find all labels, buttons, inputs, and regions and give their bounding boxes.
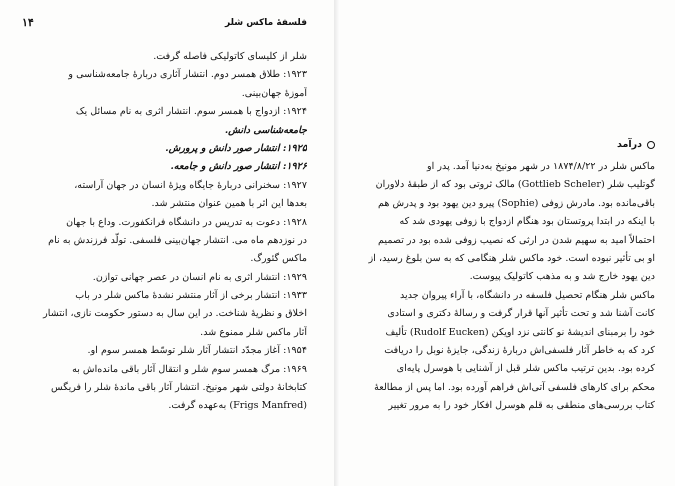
text-line: کرد که به خاطر آثار فلسفی‌اش دربارهٔ زندگی، جایزهٔ نوبل را دریافت — [384, 344, 655, 356]
running-title: فلسفهٔ ماکس شلر — [225, 18, 307, 28]
circle-bullet-icon — [647, 141, 655, 149]
text-line: (Frigs Manfred) به‌عهده گرفت. — [168, 400, 307, 412]
text-line: جامعه‌شناسی دانش. — [224, 124, 307, 136]
text-line: خود را برمبنای اندیشهٔ نو کانتی نزد اویکن (Rudolf Eucken) تألیف — [385, 326, 655, 338]
text-line: کرده بود. بدین ترتیب ماکس شلر قبل از آشنایی با هوسرل پایه‌ای — [396, 363, 655, 375]
text-line: آثار ماکس شلر ممنوع شد. — [200, 326, 307, 338]
text-line: کتابخانهٔ دولتی شهر مونیخ. انتشار آثار باقی ماندهٔ شلر را فریگس — [51, 382, 307, 394]
text-line: شلر از کلیسای کاتولیکی فاصله گرفت. — [153, 51, 307, 62]
page-number: ۱۴ — [22, 16, 34, 29]
text-line: ۱۹۲۴: ازدواج با همسر سوم. انتشار اثری به نام مسائل یک — [75, 106, 307, 118]
text-line: ۱۹۲۸: دعوت به تدریس در دانشگاه فرانکفورت. وداع با جهان — [66, 216, 307, 228]
section-heading — [366, 136, 655, 154]
right-page-text — [366, 158, 655, 415]
text-line: گوتلیب شلر (Gottlieb Scheler) مالک ثروتی بود که از طبقهٔ دلاوران — [375, 179, 655, 191]
text-line: ماکس شلر هنگام تحصیل فلسفه در دانشگاه، با آراء پیروان جدید — [400, 289, 655, 301]
text-line: ۱۹۲۵: انتشار صور دانش و پرورش. — [165, 142, 307, 154]
text-line: کانت آشنا شد و تحت تأثیر آنها قرار گرفت و رسالهٔ دکتری و استادی — [387, 308, 655, 320]
text-line: محکم برای کارهای فلسفی آتی‌اش فراهم آورده بود. اما پس از مطالعهٔ — [374, 381, 655, 393]
left-page-header — [22, 16, 307, 38]
text-line: ۱۹۲۹: انتشار اثری به نام انسان در عصر جهانی توازن. — [92, 271, 307, 283]
left-page-text — [22, 48, 307, 416]
text-line: اخلاق و نظریهٔ شناخت. در این سال به دستور حکومت نازی، انتشار — [43, 308, 307, 320]
text-line: باقی‌مانده بود. مادرش زوفی (Sophie) پیرو دین یهود بود و پدرش هم — [378, 197, 655, 209]
text-line: کتاب بررسی‌های منطقی به قلم هوسرل افکار خود را به مرور تغییر — [388, 400, 655, 412]
book-gutter — [334, 0, 340, 486]
text-line: ۱۹۲۳: طلاق همسر دوم. انتشار آثاری دربارهٔ جامعه‌شناسی و — [68, 69, 307, 81]
text-line: ۱۹۳۳: انتشار برخی از آثار منتشر نشدهٔ ماکس شلر در باب — [75, 290, 307, 302]
section-title: درآمد — [617, 139, 642, 150]
text-line: بعدها این اثر با همین عنوان منتشر شد. — [151, 198, 307, 210]
left-page — [0, 0, 331, 486]
text-line: ماکس گئورگ. — [250, 253, 307, 265]
text-line: ۱۹۶۹: مرگ همسر سوم شلر و انتقال آثار باقی مانده‌اش به — [72, 363, 307, 375]
text-line: احتمالاً امید به سهیم شدن در ارثی که نصیب زوفی شده بود در تصمیم — [378, 234, 655, 246]
text-line: دین یهود خارج شد و به مذهب کاتولیک پیوست. — [469, 271, 655, 283]
text-line: آموزهٔ جهان‌بینی. — [241, 87, 307, 99]
text-line: ماکس شلر در ۱۸۷۴/۸/۲۲ در شهر مونیخ به‌دنیا آمد. پدر او — [427, 161, 655, 172]
text-line: در نوزدهم ماه می. انتشار جهان‌بینی فلسفی. تولّد فرزندش به نام — [48, 234, 307, 246]
text-line: ۱۹۲۶: انتشار صور دانش و جامعه. — [170, 161, 307, 173]
text-line: او بی تأثیر نبوده است. خود ماکس شلر هنگامی که به سن بلوغ رسید، از — [368, 252, 655, 264]
text-line: با اینکه در ابتدا پروتستان بود هنگام ازدواج با زوفی یهودی شد که — [399, 216, 655, 228]
text-line: ۱۹۲۷: سخنرانی دربارهٔ جایگاه ویژهٔ انسان در جهان آراسته، — [74, 179, 307, 191]
text-line: ۱۹۵۴: آغاز مجدّد انتشار آثار شلر توسّط همسر سوم او. — [87, 345, 307, 357]
right-page — [344, 0, 675, 486]
